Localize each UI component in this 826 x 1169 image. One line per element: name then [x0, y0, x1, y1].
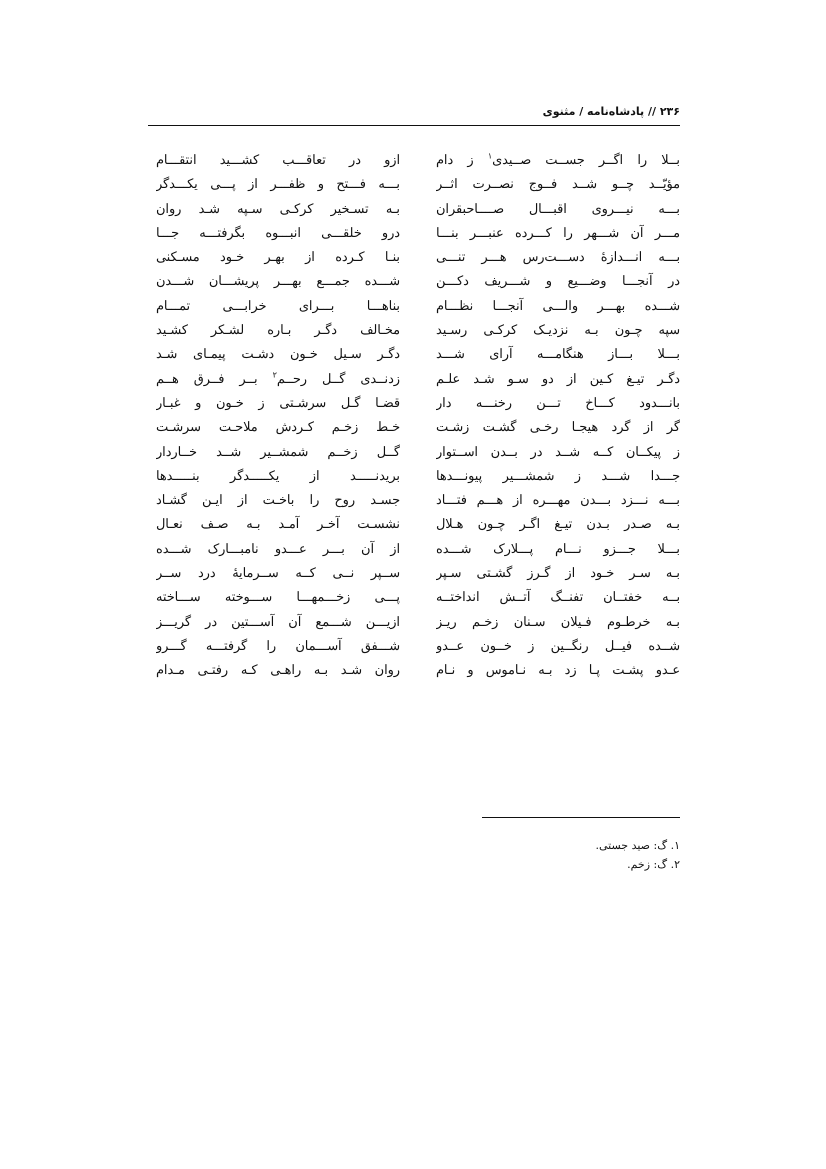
verse-line: بـه صـدر بـدن تیـغ اگـر چـون هـلال	[436, 517, 680, 533]
verse-line: گر از گرد هیجـا رخـی گشـت زشـت	[436, 420, 680, 436]
footnote-marker: ۲	[272, 370, 277, 380]
poem-column-right	[436, 149, 680, 684]
verse-line: شـــده بهـــر والـــی آنجـــا نظـــام	[436, 298, 680, 314]
verse-line: خـط زخـم کـردش ملاحـت سرشـت	[156, 420, 400, 436]
poem-column-left	[156, 149, 400, 684]
verse-line: عـدو پشـت پـا زد بـه نـاموس و نـام	[436, 663, 680, 679]
verse-line: شـــده جمـــع بهـــر پریشـــان شـــدن	[156, 274, 400, 290]
verse-line: سپه چـون بـه نزدیـک کرکـی رسـید	[436, 323, 680, 339]
verse-line: مخـالف دگـر بـاره لشـکر کشـید	[156, 323, 400, 339]
verse-line: ازیـــن شـــمع آن آســـتین در گریـــز	[156, 614, 400, 630]
verse-line: از آن بـــر عـــدو نامبـــارک شـــده	[156, 541, 400, 557]
verse-line: مـــر آن شـــهر را کـــرده عنبـــر بنـــا	[436, 225, 680, 241]
verse-line: بـــلا بـــاز هنگامـــه آرای شـــد	[436, 347, 680, 363]
verse-line: شـــفق آســـمان را گرفتـــه گـــرو	[156, 638, 400, 654]
footnote-marker: ۱	[487, 151, 493, 161]
verse-line: بـه تسـخیر کرکـی سـپه شـد روان	[156, 201, 400, 217]
footnote-rule	[482, 817, 680, 818]
verse-line: زدنــدی گــل رحــم$^۲$ بــر فــرق هــم	[156, 370, 400, 387]
verse-line: بـــلا جـــزو نـــام پـــلارک شـــده	[436, 541, 680, 557]
verse-line: دگـر سـیل خـون دشـت پیمـای شـد	[156, 347, 400, 363]
verse-line: بانـــدود کـــاخ تـــن رخنـــه دار	[436, 395, 680, 411]
verse-line: شــده فیــل رنگــین ز خــون عــدو	[436, 638, 680, 654]
verse-line: جـــدا شـــد ز شمشـــیر پیونـــدها	[436, 468, 680, 484]
verse-line: ز پیکــان کــه شــد در بــدن اســتوار	[436, 444, 680, 460]
verse-line: بــه خفتــان تفنــگ آتــش انداختــه	[436, 590, 680, 606]
footnote-item: ۱. گ: صید جستی.	[595, 839, 680, 852]
verse-line: دگـر تیـغ کـین از دو سـو شـد علـم	[436, 371, 680, 387]
verse-line: قضـا گـل سرشـتی ز خـون و غبـار	[156, 395, 400, 411]
verse-line: بـه خرطـوم فـیلان سـنان زخـم ریـز	[436, 614, 680, 630]
verse-line: بـــه نـــزد بـــدن مهـــره از هـــم فتـــاد	[436, 493, 680, 509]
verse-line: گــل زخــم شمشــیر شــد خــاردار	[156, 444, 400, 460]
footnote-item: ۲. گ: زخم.	[627, 858, 680, 871]
header-rule	[148, 125, 680, 126]
verse-line: جسـد روح را باخـت از ایـن گشـاد	[156, 493, 400, 509]
verse-line: روان شـد بـه راهـی کـه رفتـی مـدام	[156, 663, 400, 679]
verse-line: بـــه انـــدازهٔ دســـت‌رس هـــر تنـــی	[436, 250, 680, 266]
verse-line: پـــی زخـــمهـــا ســـوخته ســـاخته	[156, 590, 400, 606]
verse-line: بریدنـــــد از یکـــــدگر بنـــــدها	[156, 468, 400, 484]
verse-line: بـــه نیـــروی اقبـــال صــــاحبقران	[436, 201, 680, 217]
verse-line: مؤیّــد چــو شــد فــوج نصــرت اثــر	[436, 177, 680, 193]
verse-line: بـــه فـــتح و ظفـــر از پـــی یکـــدگر	[156, 177, 400, 193]
verse-line: درو خلقـــی انبـــوه بگرفتـــه جـــا	[156, 225, 400, 241]
verse-line: بناهـــا بـــرای خرابـــی تمـــام	[156, 298, 400, 314]
verse-line: بــلا را اگــر جســت صــیدی$^۱$ ز دام	[436, 151, 680, 168]
verse-line: ازو در تعاقـــب کشـــید انتقـــام	[156, 153, 400, 168]
verse-line: نشسـت آخـر آمـد بـه صـف نعـال	[156, 517, 400, 533]
verse-line: بـه سـر خـود از گـرز گشـتی سـپر	[436, 566, 680, 582]
running-header: ۲۳۶ // پادشاه‌نامه / مثنوی	[542, 105, 680, 118]
verse-line: ســپر نــی کــه ســرمایهٔ درد ســر	[156, 566, 400, 582]
footnotes	[380, 836, 680, 874]
verse-line: بنـا کـرده از بهـر خـود مسـکنی	[156, 250, 400, 266]
verse-line: در آنجـــا وضـــیع و شـــریف دکـــن	[436, 274, 680, 290]
